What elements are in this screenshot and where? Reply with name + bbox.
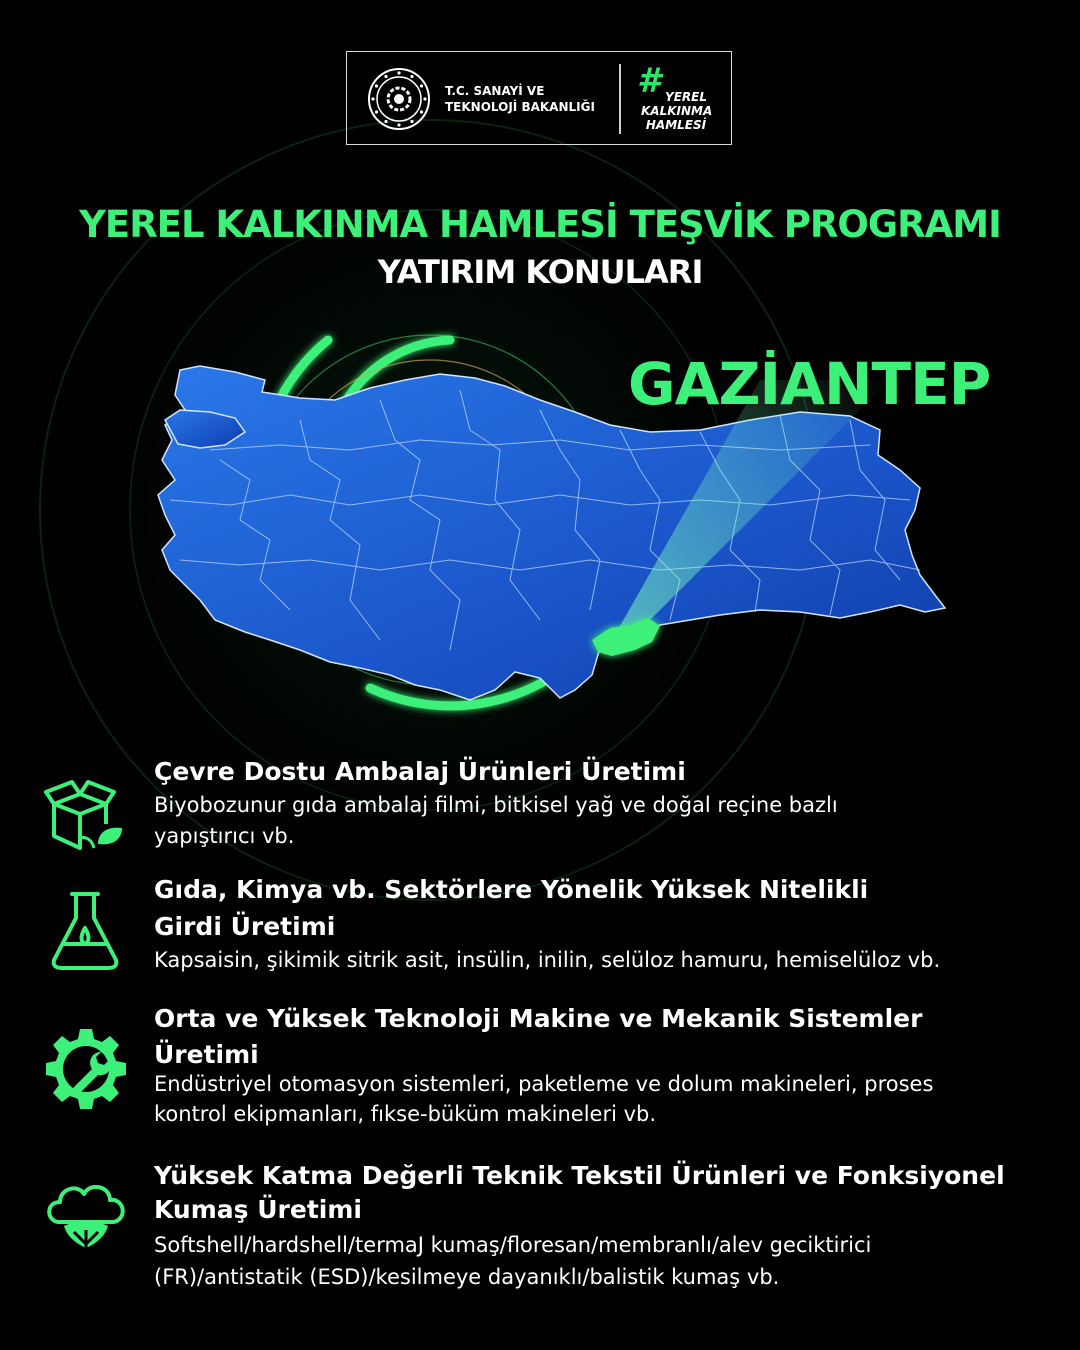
campaign-logo bbox=[637, 61, 717, 136]
item-description-line1: Softshell/hardshell/termaJ kumaş/floresan/membranlı/alev geciktirici bbox=[154, 1233, 872, 1257]
cotton-icon bbox=[44, 1174, 128, 1258]
item-title-line1: Orta ve Yüksek Teknoloji Makine ve Mekanik Sistemler bbox=[154, 1004, 923, 1033]
header-divider bbox=[619, 64, 621, 134]
item-description-line1: Endüstriyel otomasyon sistemleri, paketleme ve dolum makineleri, proses bbox=[154, 1072, 934, 1096]
page-subtitle: YATIRIM KONULARI bbox=[377, 253, 703, 291]
item-description-line2: (FR)/antistatik (ESD)/kesilmeye dayanıklı/balistik kumaş vb. bbox=[154, 1265, 780, 1289]
ministry-name bbox=[445, 83, 615, 115]
city-name: GAZİANTEP bbox=[628, 350, 991, 418]
item-description-line1: Kapsaisin, şikimik sitrik asit, insülin, inilin, selüloz hamuru, hemiselüloz vb. bbox=[154, 948, 941, 972]
item-description-line2: kontrol ekipmanları, fıkse-büküm makineleri vb. bbox=[154, 1102, 657, 1126]
eco-package-icon bbox=[44, 774, 128, 858]
ministry-name-line2: TEKNOLOJİ BAKANLIĞI bbox=[445, 100, 595, 114]
campaign-hash: # bbox=[637, 61, 661, 101]
item-title-line1: Gıda, Kimya vb. Sektörlere Yönelik Yüksek Nitelikli bbox=[154, 875, 869, 904]
campaign-line3: HAMLESİ bbox=[645, 118, 707, 132]
chemistry-flask-icon bbox=[44, 888, 128, 972]
item-title: Çevre Dostu Ambalaj Ürünleri Üretimi bbox=[154, 757, 686, 786]
item-title-line1: Yüksek Katma Değerli Teknik Tekstil Ürünleri ve Fonksiyonel bbox=[154, 1161, 1005, 1190]
item-description-line1: Biyobozunur gıda ambalaj filmi, bitkisel yağ ve doğal reçine bazlı bbox=[154, 793, 838, 817]
item-description-line2: yapıştırıcı vb. bbox=[154, 824, 295, 848]
header-logo-box bbox=[346, 51, 732, 145]
ministry-name-line1: T.C. SANAYİ VE bbox=[445, 84, 545, 98]
campaign-line2: KALKINMA bbox=[641, 104, 713, 118]
item-title-line2: Üretimi bbox=[154, 1040, 259, 1069]
campaign-line1: YEREL bbox=[665, 90, 707, 104]
item-title-line2: Girdi Üretimi bbox=[154, 912, 336, 941]
ministry-emblem-icon bbox=[367, 67, 431, 131]
gear-wrench-icon bbox=[44, 1027, 128, 1111]
turkey-map bbox=[0, 280, 1080, 740]
page-title: YEREL KALKINMA HAMLESİ TEŞVİK PROGRAMI bbox=[79, 203, 1001, 246]
item-title-line2: Kumaş Üretimi bbox=[154, 1195, 362, 1224]
campaign-logo-text bbox=[641, 90, 711, 132]
